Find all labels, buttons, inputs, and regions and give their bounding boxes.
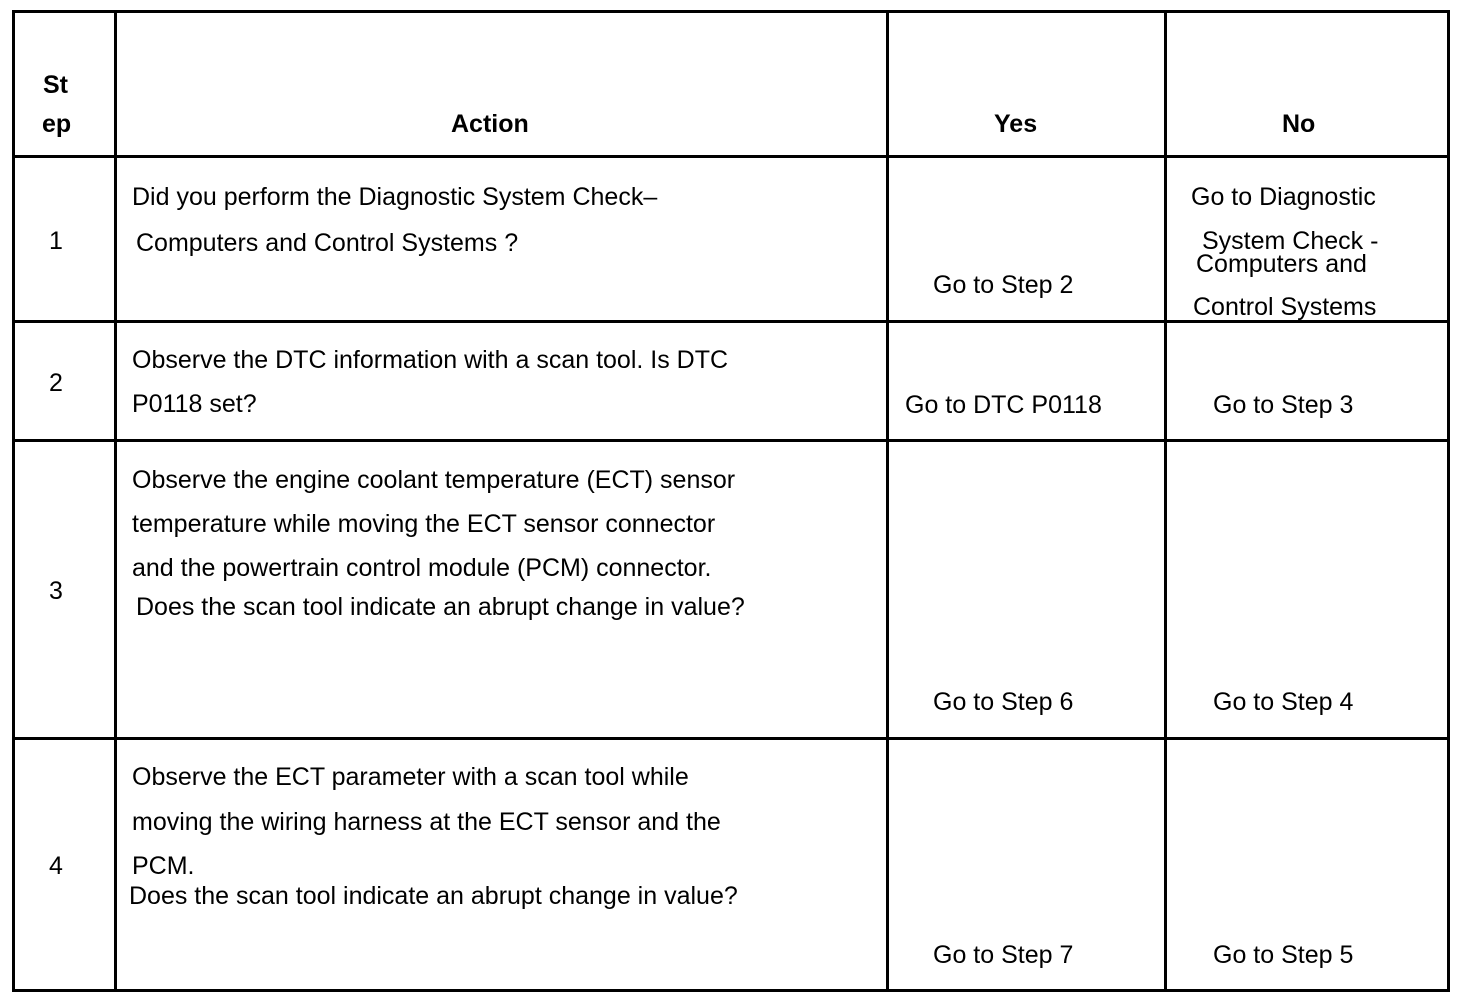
row-1-no-line1: Go to Diagnostic xyxy=(1191,183,1376,211)
row-1-action-line1: Did you perform the Diagnostic System Check– xyxy=(132,183,658,211)
row-1-no-line2: System Check - xyxy=(1202,227,1379,255)
row-2-yes: Go to DTC P0118 xyxy=(905,391,1102,419)
row-2-no: Go to Step 3 xyxy=(1213,391,1354,419)
header-no: No xyxy=(1282,110,1316,138)
row-3-action-line3: and the powertrain control module (PCM) connector. xyxy=(132,554,712,582)
row-4-step: 4 xyxy=(49,852,63,880)
row-3-action-line4: Does the scan tool indicate an abrupt change in value? xyxy=(136,593,745,621)
row-1-action-line2: Computers and Control Systems ? xyxy=(136,229,519,257)
row-divider-3 xyxy=(12,737,1450,740)
row-1-yes: Go to Step 2 xyxy=(933,271,1074,299)
table-border-left xyxy=(12,10,15,992)
table-border-top xyxy=(12,10,1450,13)
row-2-action-line2: P0118 set? xyxy=(132,390,257,418)
row-4-no: Go to Step 5 xyxy=(1213,941,1354,969)
row-4-action-line4: Does the scan tool indicate an abrupt change in value? xyxy=(129,882,738,910)
table-border-right xyxy=(1447,10,1450,992)
row-2-action-line1: Observe the DTC information with a scan tool. Is DTC xyxy=(132,346,729,374)
column-divider-action xyxy=(886,10,889,992)
row-4-action-line1: Observe the ECT parameter with a scan tool while xyxy=(132,763,689,791)
row-3-action-line1: Observe the engine coolant temperature (ECT) sensor xyxy=(132,466,736,494)
row-4-action-line3: PCM. xyxy=(132,852,195,880)
row-3-action-line2: temperature while moving the ECT sensor connector xyxy=(132,510,716,538)
row-4-yes: Go to Step 7 xyxy=(933,941,1074,969)
row-3-no: Go to Step 4 xyxy=(1213,688,1354,716)
row-2-step: 2 xyxy=(49,369,63,397)
header-step-line1: St xyxy=(43,71,68,99)
header-step-line2: ep xyxy=(42,110,72,138)
row-3-step: 3 xyxy=(49,577,63,605)
row-1-step: 1 xyxy=(49,227,63,255)
row-4-action-line2: moving the wiring harness at the ECT sensor and the xyxy=(132,808,721,836)
header-yes: Yes xyxy=(994,110,1038,138)
row-1-no-line3: Computers and xyxy=(1196,250,1367,278)
header-action: Action xyxy=(451,110,529,138)
row-1-no-line4: Control Systems xyxy=(1193,293,1377,321)
table-border-bottom xyxy=(12,989,1450,992)
column-divider-step xyxy=(114,10,117,992)
header-divider xyxy=(12,155,1450,158)
row-divider-2 xyxy=(12,439,1450,442)
column-divider-yes xyxy=(1164,10,1167,992)
row-3-yes: Go to Step 6 xyxy=(933,688,1074,716)
